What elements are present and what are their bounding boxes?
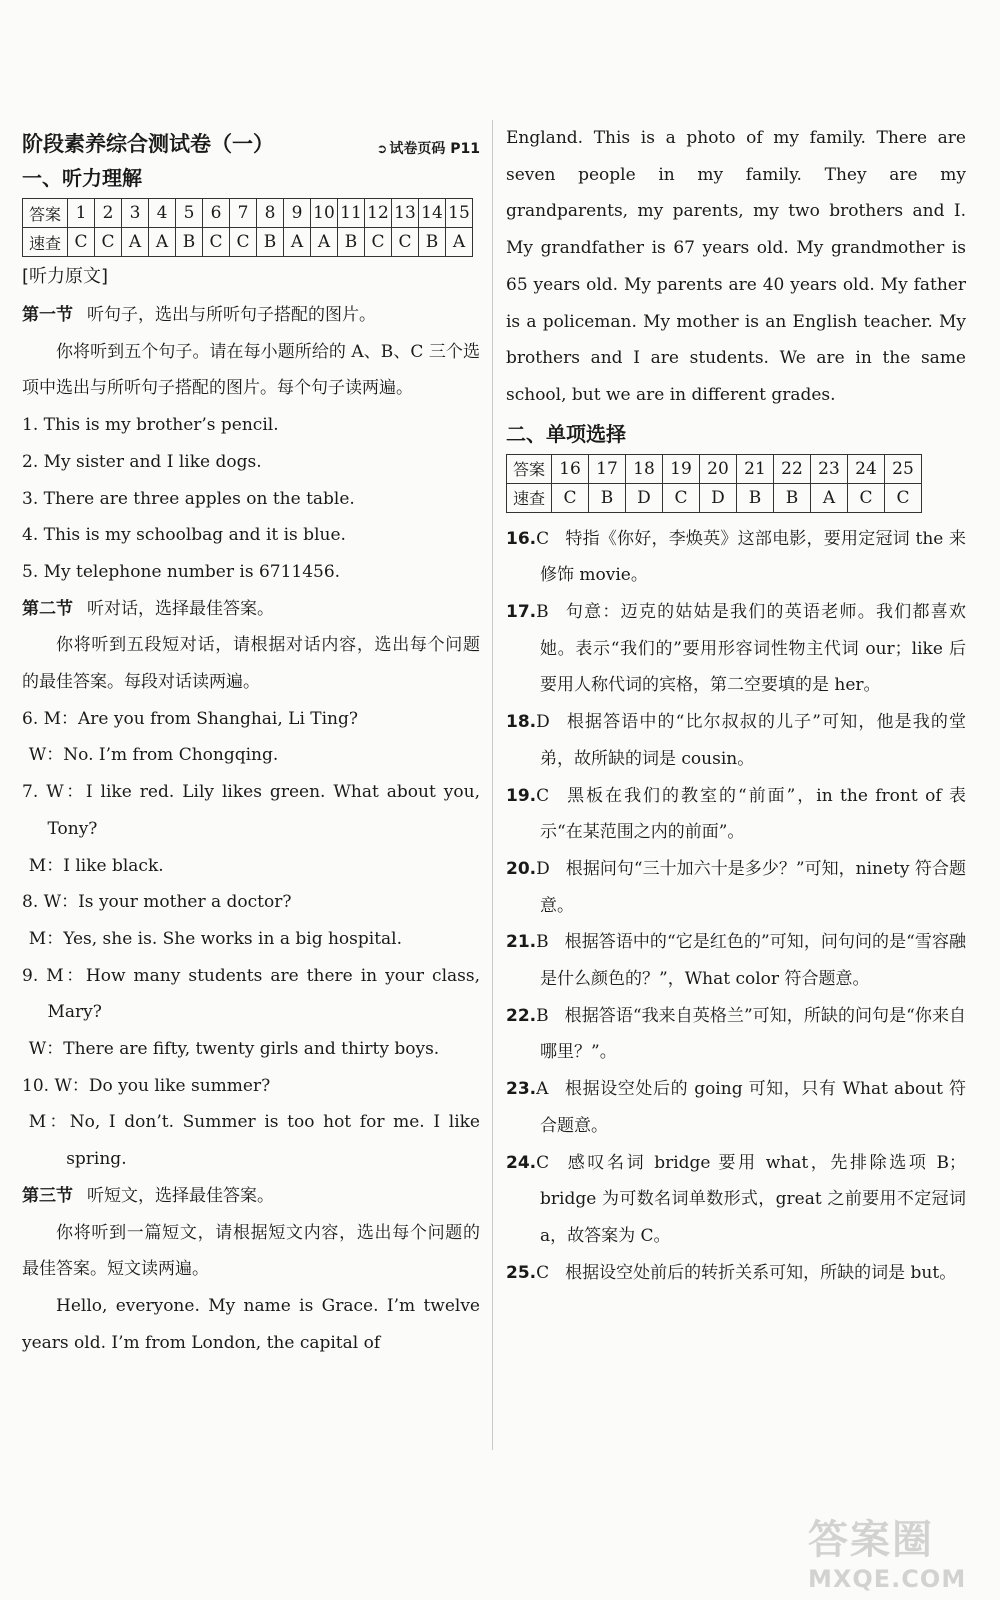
table-cell: B [257, 228, 284, 257]
table-cell: B [737, 483, 774, 512]
table-cell: C [365, 228, 392, 257]
explanation-answer: D [536, 712, 550, 733]
transcript-label: [听力原文] [22, 266, 109, 287]
dialogue-line: M：No, I don’t. Summer is too hot for me. I like spring. [28, 1112, 480, 1170]
explanation-answer: D [536, 858, 550, 879]
right-column [506, 120, 966, 1291]
table-cell: 18 [626, 454, 663, 483]
table-cell: B [338, 228, 365, 257]
table-cell: D [626, 483, 663, 512]
explanation-number: 23. [506, 1079, 537, 1100]
answer-table-answer-row [507, 483, 922, 512]
table-cell: A [122, 228, 149, 257]
table-cell: 4 [149, 199, 176, 228]
table-cell: 13 [392, 199, 419, 228]
table-cell: 15 [446, 199, 473, 228]
explanation-item [506, 1071, 966, 1144]
explanation-number: 17. [506, 602, 537, 623]
table-cell: 24 [848, 454, 885, 483]
table-cell: 2 [95, 199, 122, 228]
dialogue-line: W：There are fifty, twenty girls and thirty boys. [28, 1039, 440, 1060]
answer-table-number-row [507, 454, 922, 483]
section-heading-single-choice: 二、单项选择 [506, 421, 626, 446]
table-cell: 19 [663, 454, 700, 483]
column-divider [492, 120, 493, 1450]
table-cell: 16 [552, 454, 589, 483]
dialogue-line: 10. W：Do you like summer? [22, 1075, 271, 1096]
explanation-number: 22. [506, 1005, 537, 1026]
page-title: 阶段素养综合测试卷（一） [22, 132, 274, 156]
arrow-right-icon: ➲ [376, 142, 388, 157]
answer-table-1 [22, 198, 473, 257]
table-cell: C [203, 228, 230, 257]
list-item: 4. This is my schoolbag and it is blue. [22, 525, 346, 546]
explanation-item [506, 998, 966, 1071]
explanation-item [506, 704, 966, 777]
page-reference-text: 试卷页码 P11 [389, 141, 480, 157]
list-item: 1. This is my brother’s pencil. [22, 415, 279, 436]
table-row-label: 答案 [507, 454, 552, 483]
explanation-answer: A [536, 1079, 549, 1100]
explanation-text: 根据问句“三十加六十是多少？”可知，ninety 符合题意。 [540, 858, 966, 916]
table-cell: D [700, 483, 737, 512]
dialogue-line: M：I like black. [28, 855, 164, 876]
table-cell: A [446, 228, 473, 257]
explanation-text: 感叹名词 bridge 要用 what，先排除选项 B；bridge 为可数名词单数形式，great 之前要用不定冠词 a，故答案为 C。 [540, 1152, 966, 1246]
explanation-item [506, 1145, 966, 1255]
watermark-logo-en: MXQE.COM [808, 1565, 967, 1593]
explanation-item [506, 1255, 966, 1292]
explanation-item [506, 778, 966, 851]
dialogue-line: 8. W：Is your mother a doctor? [22, 892, 292, 913]
part-title: 第一节 [22, 305, 73, 325]
table-cell: 10 [311, 199, 338, 228]
watermark [808, 1508, 978, 1594]
explanation-answer: C [536, 785, 550, 806]
explanation-answer: B [536, 932, 549, 953]
explanation-text: 根据设空处后的 going 可知，只有 What about 符合题意。 [540, 1079, 966, 1136]
table-cell: 14 [419, 199, 446, 228]
explanations-list [506, 521, 966, 1292]
explanation-number: 19. [506, 785, 537, 806]
title-row [22, 120, 480, 158]
explanation-number: 20. [506, 858, 537, 879]
table-cell: 12 [365, 199, 392, 228]
explanation-text: 根据答语中的“比尔叔叔的儿子”可知，他是我的堂弟，故所缺的词是 cousin。 [540, 712, 966, 769]
part3-header [22, 1178, 480, 1215]
part1-header [22, 297, 480, 334]
dialogue-line: 9. M：How many students are there in your class, Mary? [22, 965, 480, 1023]
dialogue-line: W：No. I’m from Chongqing. [28, 745, 279, 766]
explanation-answer: B [536, 602, 549, 623]
explanation-item [506, 594, 966, 704]
watermark-logo-cn: 答案圈 [808, 1517, 934, 1563]
table-cell: C [848, 483, 885, 512]
table-cell: C [663, 483, 700, 512]
table-cell: C [885, 483, 922, 512]
explanation-answer: C [536, 1262, 550, 1283]
table-cell: A [811, 483, 848, 512]
table-cell: 23 [811, 454, 848, 483]
explanation-text: 句意：迈克的姑姑是我们的英语老师。我们都喜欢她。表示“我们的”要用形容词性物主代词 our；like 后要用人称代词的宾格，第二空要填的是 her。 [540, 602, 966, 696]
answer-table-2 [506, 454, 922, 513]
dialogue-line: 6. M：Are you from Shanghai, Li Ting? [22, 708, 359, 729]
explanation-text: 特指《你好，李焕英》这部电影，要用定冠词 the 来修饰 movie。 [540, 528, 966, 586]
part-title: 第二节 [22, 598, 73, 619]
table-row-label: 速查 [507, 483, 552, 512]
part2-intro: 你将听到五段短对话，请根据对话内容，选出每个问题的最佳答案。每段对话读两遍。 [22, 635, 480, 693]
table-cell: B [176, 228, 203, 257]
explanation-number: 16. [506, 528, 537, 549]
dialogue-line: M：Yes, she is. She works in a big hospital. [28, 928, 403, 949]
table-cell: C [68, 228, 95, 257]
explanation-text: 根据答语中的“它是红色的”可知，问句问的是“雪容融是什么颜色的？”，What color 符合题意。 [540, 932, 966, 990]
list-item: 5. My telephone number is 6711456. [22, 561, 341, 582]
table-cell: 6 [203, 199, 230, 228]
explanation-text: 根据答语“我来自英格兰”可知，所缺的问句是“你来自哪里？”。 [540, 1005, 966, 1063]
explanation-text: 黑板在我们的教室的“前面”，in the front of 表示“在某范围之内的前面”。 [540, 785, 966, 843]
table-cell: 21 [737, 454, 774, 483]
table-row-label: 速查 [23, 228, 68, 257]
part-title: 第三节 [22, 1185, 73, 1206]
table-cell: A [149, 228, 176, 257]
part-instruction: 听对话，选择最佳答案。 [87, 598, 274, 619]
page-reference [376, 138, 480, 158]
table-cell: 9 [284, 199, 311, 228]
explanation-number: 25. [506, 1262, 537, 1283]
section-heading-listening: 一、听力理解 [22, 166, 142, 190]
explanation-item [506, 521, 966, 594]
explanation-answer: C [536, 1152, 550, 1173]
table-cell: C [230, 228, 257, 257]
table-cell: 22 [774, 454, 811, 483]
table-cell: 17 [589, 454, 626, 483]
explanation-item [506, 924, 966, 997]
table-cell: 25 [885, 454, 922, 483]
explanation-number: 21. [506, 932, 537, 953]
part3-passage: Hello, everyone. My name is Grace. I’m twelve years old. I’m from London, the capital of [22, 1295, 480, 1353]
answer-table-number-row [23, 199, 473, 228]
part3-passage-continued: England. This is a photo of my family. There are seven people in my family. They are my grandparents, my parents, my two brothers and I. My grandfather is 67 years old. My grandmother is 65 years old. My parents are 40 years old. My father is a policeman. My mother is an English teacher. My brothers and I are students. We are in the same school, but we are in different grades. [506, 128, 966, 405]
table-cell: B [419, 228, 446, 257]
list-item: 3. There are three apples on the table. [22, 488, 355, 509]
explanation-text: 根据设空处前后的转折关系可知，所缺的词是 but。 [565, 1262, 957, 1283]
part2-header [22, 591, 480, 628]
explanation-answer: C [536, 528, 550, 549]
table-cell: B [589, 483, 626, 512]
explanation-answer: B [536, 1005, 549, 1026]
explanation-item [506, 851, 966, 924]
explanation-number: 24. [506, 1152, 537, 1173]
dialogue-line: 7. W：I like red. Lily likes green. What about you, Tony? [22, 782, 480, 839]
left-column [22, 120, 480, 1361]
part-instruction: 听短文，选择最佳答案。 [87, 1185, 274, 1206]
table-cell: C [95, 228, 122, 257]
part1-items [22, 407, 480, 591]
table-cell: 20 [700, 454, 737, 483]
explanation-number: 18. [506, 712, 537, 733]
table-cell: B [774, 483, 811, 512]
table-cell: 7 [230, 199, 257, 228]
answer-table-answer-row [23, 228, 473, 257]
part3-intro: 你将听到一篇短文，请根据短文内容，选出每个问题的最佳答案。短文读两遍。 [22, 1222, 480, 1280]
table-cell: 11 [338, 199, 365, 228]
table-cell: A [311, 228, 338, 257]
table-cell: 5 [176, 199, 203, 228]
table-cell: 8 [257, 199, 284, 228]
part-instruction: 听句子，选出与所听句子搭配的图片。 [87, 305, 376, 325]
table-cell: 3 [122, 199, 149, 228]
table-cell: C [392, 228, 419, 257]
table-cell: C [552, 483, 589, 512]
part2-dialogues [22, 701, 480, 1178]
table-cell: A [284, 228, 311, 257]
table-row-label: 答案 [23, 199, 68, 228]
list-item: 2. My sister and I like dogs. [22, 451, 262, 472]
table-cell: 1 [68, 199, 95, 228]
part1-intro: 你将听到五个句子。请在每小题所给的 A、B、C 三个选项中选出与所听句子搭配的图片。每个句子读两遍。 [22, 341, 480, 399]
